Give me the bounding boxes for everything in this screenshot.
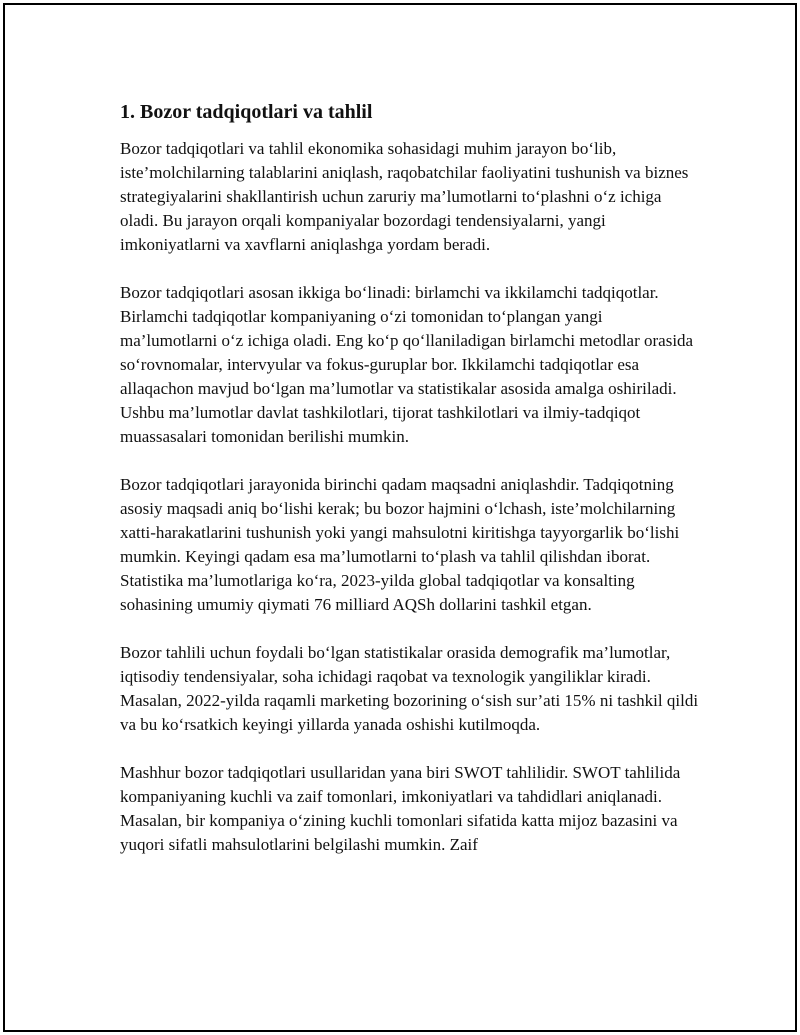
- paragraph-research-process: Bozor tadqiqotlari jarayonida birinchi qadam maqsadni aniqlashdir. Tadqiqotning asosiy maqsadi aniq bo‘lishi kerak; bu bozor hajmini o‘lchash, iste’molchilarning xatti-harakatlarini tushunish yoki yangi mahsulotni kiritishga tayyorgarlik bo‘lishi mumkin. Keyingi qadam esa ma’lumotlarni to‘plash va tahlil qilishdan iborat. Statistika ma’lumotlariga ko‘ra, 2023-yilda global tadqiqotlar va konsalting sohasining umumiy qiymati 76 milliard AQSh dollarini tashkil etgan.: [120, 475, 680, 614]
- document-body: [120, 98, 700, 881]
- section-heading: 1. Bozor tadqiqotlari va tahlil: [120, 101, 373, 123]
- document-page: [3, 3, 797, 1032]
- paragraph-intro: Bozor tadqiqotlari va tahlil ekonomika sohasidagi muhim jarayon bo‘lib, iste’molchilarning talablarini aniqlash, raqobatchilar faoliyatini tushunish va biznes strategiyalarini shakllantirish uchun zaruriy ma’lumotlarni to‘plashni o‘z ichiga oladi. Bu jarayon orqali kompaniyalar bozordagi tendensiyalarni, yangi imkoniyatlarni va xavflarni aniqlashga yordam beradi.: [120, 139, 689, 254]
- paragraph-swot: Mashhur bozor tadqiqotlari usullaridan yana biri SWOT tahlilidir. SWOT tahlilida kompaniyaning kuchli va zaif tomonlari, imkoniyatlari va tahdidlari aniqlanadi. Masalan, bir kompaniya o‘zining kuchli tomonlari sifatida katta mijoz bazasini va yuqori sifatli mahsulotlarini belgilashi mumkin. Zaif: [120, 763, 681, 854]
- paragraph-research-types: Bozor tadqiqotlari asosan ikkiga bo‘linadi: birlamchi va ikkilamchi tadqiqotlar. Birlamchi tadqiqotlar kompaniyaning o‘zi tomonidan to‘plangan yangi ma’lumotlarni o‘z ichiga oladi. Eng ko‘p qo‘llaniladigan birlamchi metodlar orasida so‘rovnomalar, intervyular va fokus-guruplar bor. Ikkilamchi tadqiqotlar esa allaqachon mavjud bo‘lgan ma’lumotlar va statistikalar asosida amalga oshiriladi. Ushbu ma’lumotlar davlat tashkilotlari, tijorat tashkilotlari va ilmiy-tadqiqot muassasalari tomonidan berilishi mumkin.: [120, 283, 694, 446]
- paragraph-statistics: Bozor tahlili uchun foydali bo‘lgan statistikalar orasida demografik ma’lumotlar, iqtisodiy tendensiyalar, soha ichidagi raqobat va texnologik yangiliklar kiradi. Masalan, 2022-yilda raqamli marketing bozorining o‘sish sur’ati 15% ni tashkil qildi va bu ko‘rsatkich keyingi yillarda yanada oshishi kutilmoqda.: [120, 643, 699, 734]
